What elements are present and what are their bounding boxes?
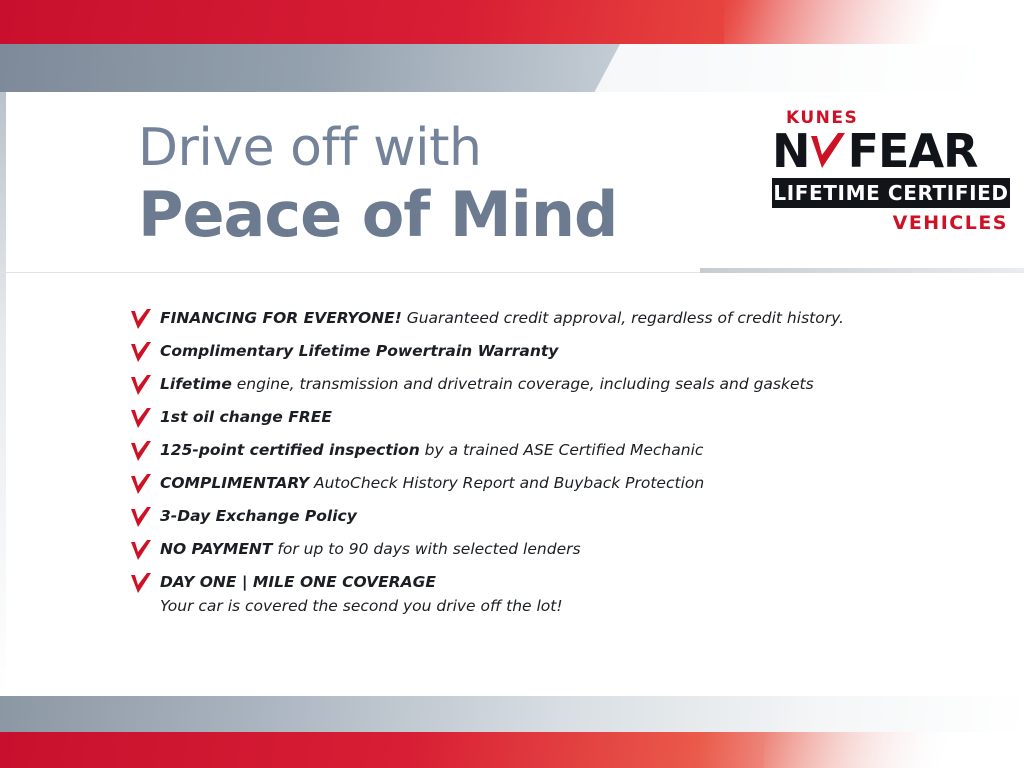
header-divider-accent <box>700 268 1024 273</box>
check-mark-icon <box>130 309 152 331</box>
list-item-rest: Guaranteed credit approval, regardless of credit history. <box>401 309 844 327</box>
list-item <box>130 341 970 364</box>
logo-brand-text: KUNES <box>786 108 859 128</box>
list-item-bold: FINANCING FOR EVERYONE! <box>160 309 402 327</box>
top-red-stripe <box>0 0 1024 46</box>
list-item-bold: Complimentary Lifetime Powertrain Warranty <box>160 342 559 360</box>
check-mark-icon <box>130 375 152 397</box>
top-gray-fade <box>593 44 1024 92</box>
list-item <box>130 308 970 331</box>
list-item-rest: by a trained ASE Certified Mechanic <box>419 441 704 459</box>
list-item <box>130 407 970 430</box>
list-item <box>130 374 970 397</box>
logo-nofear-text <box>772 124 978 178</box>
list-item <box>130 539 970 562</box>
list-item-text <box>160 374 814 395</box>
list-item-rest: for up to 90 days with selected lenders <box>272 540 581 558</box>
logo-lifetime-banner: LIFETIME CERTIFIED <box>772 178 1010 208</box>
list-item <box>130 440 970 463</box>
check-mark-icon <box>130 507 152 529</box>
page-title <box>138 118 758 251</box>
list-item-rest: engine, transmission and drivetrain coverage, including seals and gaskets <box>231 375 814 393</box>
check-mark-icon <box>130 474 152 496</box>
check-mark-icon <box>130 408 152 430</box>
bottom-red-stripe <box>0 732 1024 768</box>
logo-vehicles-text: VEHICLES <box>892 212 1008 234</box>
list-item-bold: Lifetime <box>160 375 232 393</box>
check-mark-icon <box>130 342 152 364</box>
check-mark-icon <box>130 540 152 562</box>
bottom-decorative-banner <box>0 696 1024 768</box>
list-item-text <box>160 473 704 494</box>
check-mark-icon <box>808 132 848 174</box>
list-item-text <box>160 440 703 461</box>
left-edge-strip <box>0 92 6 696</box>
list-item-bold: 1st oil change FREE <box>160 408 332 426</box>
list-item-bold: 3-Day Exchange Policy <box>160 507 357 525</box>
list-item-bold: COMPLIMENTARY <box>160 474 310 492</box>
list-item-text <box>160 506 357 527</box>
list-item <box>130 572 970 617</box>
headline-line-1: Drive off with <box>138 118 482 178</box>
list-item-text <box>160 407 332 428</box>
kunes-no-fear-logo <box>772 108 1010 248</box>
check-mark-icon <box>130 573 152 595</box>
list-item-rest: AutoCheck History Report and Buyback Protection <box>309 474 705 492</box>
headline-line-2: Peace of Mind <box>138 178 618 251</box>
logo-fear-letters: FEAR <box>847 124 978 178</box>
feature-list <box>130 308 970 627</box>
list-item-subtext: Your car is covered the second you drive off the lot! <box>160 596 563 615</box>
list-item <box>130 473 970 496</box>
list-item-bold: 125-point certified inspection <box>160 441 420 459</box>
list-item-text <box>160 572 563 617</box>
list-item-text <box>160 539 581 560</box>
logo-n-letter: N <box>772 124 810 178</box>
list-item-text <box>160 308 844 329</box>
list-item <box>130 506 970 529</box>
list-item-text <box>160 341 558 362</box>
list-item-bold: DAY ONE | MILE ONE COVERAGE <box>160 573 436 591</box>
check-mark-icon <box>130 441 152 463</box>
top-decorative-banner <box>0 0 1024 92</box>
list-item-bold: NO PAYMENT <box>160 540 273 558</box>
